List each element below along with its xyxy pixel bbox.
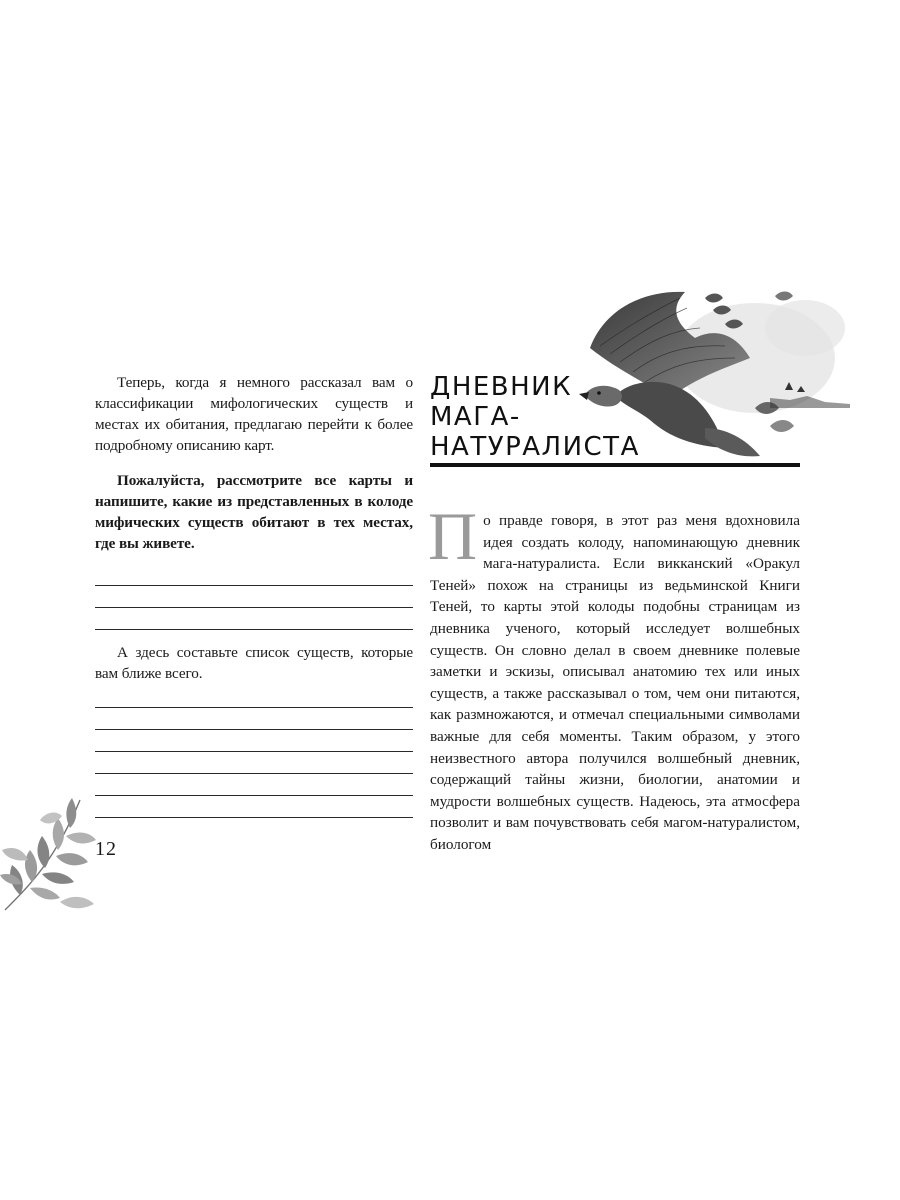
writing-lines-2[interactable] — [95, 686, 413, 818]
chapter-title-line-2: МАГА- — [430, 402, 521, 432]
writing-line[interactable] — [95, 608, 413, 630]
task-instruction-1: Пожалуйста, рассмотрите все карты и напишите, какие из представленных в колоде мифических существ обитают в тех местах, где вы живете. — [95, 472, 413, 552]
page-number: 12 — [95, 838, 117, 860]
writing-line[interactable] — [95, 730, 413, 752]
intro-paragraph: Теперь, когда я немного рассказал вам о классификации мифологических существ и местах их обитания, предлагаю перейти к более подробному описанию карт. — [95, 374, 413, 454]
body-paragraph — [428, 498, 800, 856]
writing-line[interactable] — [95, 708, 413, 730]
left-column — [95, 372, 413, 818]
chapter-title-line-3: НАТУРАЛИСТА — [430, 432, 640, 462]
drop-cap: П — [428, 498, 478, 574]
heading-rule — [430, 463, 800, 467]
writing-line[interactable] — [95, 774, 413, 796]
leaves-illustration — [0, 790, 110, 915]
writing-line[interactable] — [95, 586, 413, 608]
writing-lines-1[interactable] — [95, 564, 413, 630]
chapter-title-line-1: ДНЕВНИК — [430, 372, 573, 402]
task-instruction-2: А здесь составьте список существ, которые вам ближе всего. — [95, 644, 413, 682]
writing-line[interactable] — [95, 752, 413, 774]
body-text: о правде говоря, в этот раз меня вдохновила идея создать колоду, напоминающую дневник мага-натуралиста. Если викканский «Оракул Теней» похож на страницы из ведьминской Книги Теней, то карты этой колоды подобны страницам из дневника ученого, который исследует волшебных существ. Он словно делал в своем дневнике полевые заметки и эскизы, описывал анатомию тех или иных существ, а также рассказывал о том, чем они питаются, как размножаются, и отмечал специальными символами важные для себя моменты. Таким образом, у этого неизвестного автора получился волшебный дневник, содержащий тайны жизни, биологии, анатомии и мудрости волшебных существ. Надеюсь, эта атмосфера позволит и вам почувствовать себя магом-натуралистом, биологом — [430, 512, 800, 853]
writing-line[interactable] — [95, 796, 413, 818]
writing-line[interactable] — [95, 564, 413, 586]
chapter-title — [430, 372, 800, 462]
writing-line[interactable] — [95, 686, 413, 708]
chapter-heading — [430, 372, 800, 462]
